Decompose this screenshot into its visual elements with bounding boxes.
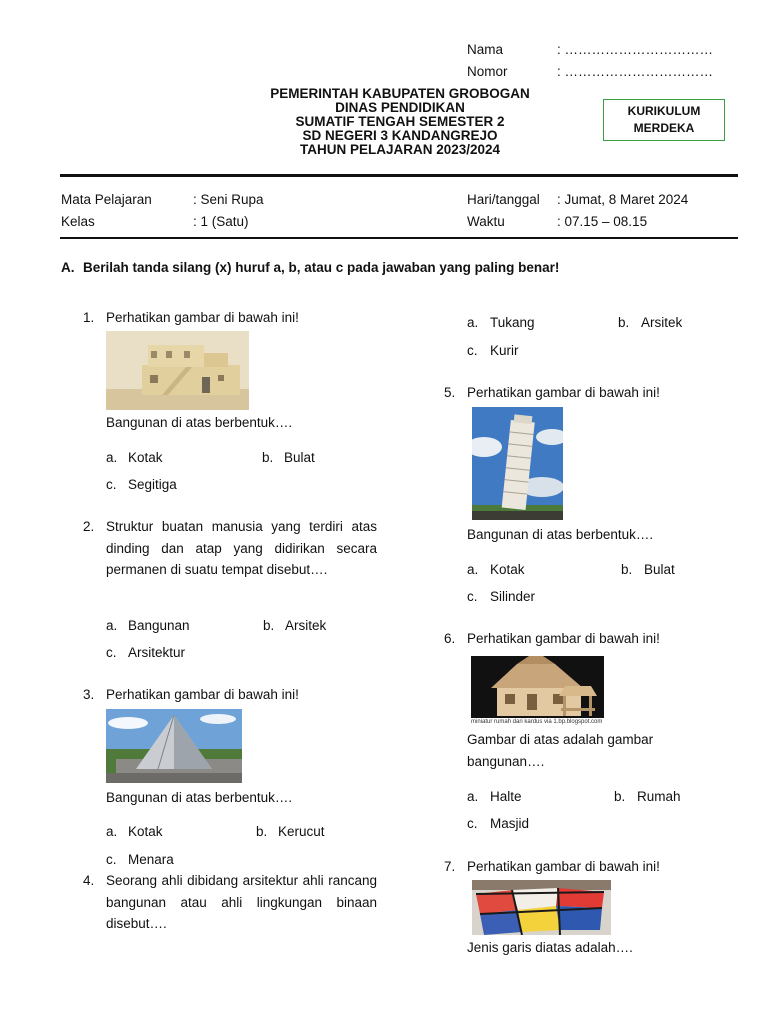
q6-subtext-2: bangunan…. bbox=[467, 754, 545, 769]
q3-b-letter: b. bbox=[256, 824, 268, 839]
q5-leaning-tower-image bbox=[472, 407, 563, 520]
q6-option-c[interactable]: Masjid bbox=[490, 816, 530, 831]
name-field[interactable]: : …………………………… bbox=[557, 42, 714, 57]
section-letter: A. bbox=[61, 260, 75, 275]
q5-option-b[interactable]: Bulat bbox=[644, 562, 675, 577]
header-divider bbox=[60, 174, 738, 177]
q6-number: 6. bbox=[444, 631, 456, 646]
header-line-2: DINAS PENDIDIKAN bbox=[335, 100, 465, 115]
q4-c-letter: c. bbox=[467, 343, 478, 358]
subject-value: : Seni Rupa bbox=[193, 192, 264, 207]
q6-option-b[interactable]: Rumah bbox=[637, 789, 681, 804]
curriculum-badge bbox=[603, 99, 725, 141]
q1-c-letter: c. bbox=[106, 477, 117, 492]
q3-subtext: Bangunan di atas berbentuk…. bbox=[106, 790, 293, 805]
header-line-5: TAHUN PELAJARAN 2023/2024 bbox=[299, 142, 501, 157]
q1-option-a[interactable]: Kotak bbox=[128, 450, 163, 465]
q1-number: 1. bbox=[83, 310, 95, 325]
q3-number: 3. bbox=[83, 687, 95, 702]
q2-option-b[interactable]: Arsitek bbox=[285, 618, 327, 633]
q1-subtext: Bangunan di atas berbentuk…. bbox=[106, 415, 293, 430]
subject-label: Mata Pelajaran bbox=[61, 192, 152, 207]
class-label: Kelas bbox=[61, 214, 95, 229]
q4-option-b[interactable]: Arsitek bbox=[641, 315, 683, 330]
q1-a-letter: a. bbox=[106, 450, 118, 465]
q4-text: Seorang ahli dibidang arsitektur ahli rancang bangunan atau ahli lingkungan binaan disebut…. bbox=[106, 873, 377, 931]
q3-option-a[interactable]: Kotak bbox=[128, 824, 163, 839]
q5-subtext: Bangunan di atas berbentuk…. bbox=[467, 527, 654, 542]
q6-image-caption: miniatur rumah dari kardus via 1.bp.blogspot.com bbox=[471, 719, 603, 725]
q6-c-letter: c. bbox=[467, 816, 478, 831]
q3-pyramid-image bbox=[106, 709, 242, 783]
q2-a-letter: a. bbox=[106, 618, 118, 633]
q3-text: Perhatikan gambar di bawah ini! bbox=[106, 687, 299, 702]
q6-option-a[interactable]: Halte bbox=[490, 789, 522, 804]
q6-house-image bbox=[471, 656, 604, 728]
q2-option-a[interactable]: Bangunan bbox=[128, 618, 190, 633]
badge-line-1: KURIKULUM bbox=[627, 104, 701, 118]
q7-text: Perhatikan gambar di bawah ini! bbox=[467, 859, 660, 874]
q4-a-letter: a. bbox=[467, 315, 479, 330]
q5-number: 5. bbox=[444, 385, 456, 400]
q5-c-letter: c. bbox=[467, 589, 478, 604]
q5-option-a[interactable]: Kotak bbox=[490, 562, 525, 577]
number-label: Nomor bbox=[467, 64, 508, 79]
q4-number: 4. bbox=[83, 873, 95, 888]
header-line-4: SD NEGERI 3 KANDANGREJO bbox=[302, 128, 498, 143]
name-label: Nama bbox=[467, 42, 504, 57]
header-line-1: PEMERINTAH KABUPATEN GROBOGAN bbox=[270, 86, 530, 101]
q3-c-letter: c. bbox=[106, 852, 117, 867]
q1-option-c[interactable]: Segitiga bbox=[128, 477, 177, 492]
q4-option-a[interactable]: Tukang bbox=[490, 315, 535, 330]
q6-subtext-1: Gambar di atas adalah gambar bbox=[467, 732, 654, 747]
badge-line-2: MERDEKA bbox=[633, 121, 695, 135]
q6-a-letter: a. bbox=[467, 789, 479, 804]
q6-b-letter: b. bbox=[614, 789, 626, 804]
time-value: : 07.15 – 08.15 bbox=[557, 214, 648, 229]
section-instruction: Berilah tanda silang (x) huruf a, b, atau c pada jawaban yang paling benar! bbox=[83, 260, 560, 275]
q1-text: Perhatikan gambar di bawah ini! bbox=[106, 310, 299, 325]
class-value: : 1 (Satu) bbox=[193, 214, 249, 229]
q6-text: Perhatikan gambar di bawah ini! bbox=[467, 631, 660, 646]
info-divider bbox=[60, 237, 738, 239]
q7-line-art-image bbox=[472, 880, 611, 935]
q2-option-c[interactable]: Arsitektur bbox=[128, 645, 186, 660]
q2-number: 2. bbox=[83, 519, 95, 534]
q2-c-letter: c. bbox=[106, 645, 117, 660]
q2-text: Struktur buatan manusia yang terdiri atas dinding dan atap yang didirikan secara permanen di suatu tempat disebut…. bbox=[106, 519, 377, 577]
q3-option-b[interactable]: Kerucut bbox=[278, 824, 325, 839]
date-label: Hari/tanggal bbox=[467, 192, 540, 207]
q5-text: Perhatikan gambar di bawah ini! bbox=[467, 385, 660, 400]
exam-header bbox=[200, 87, 600, 157]
q4-option-c[interactable]: Kurir bbox=[490, 343, 519, 358]
header-line-3: SUMATIF TENGAH SEMESTER 2 bbox=[295, 114, 505, 129]
time-label: Waktu bbox=[467, 214, 505, 229]
q3-option-c[interactable]: Menara bbox=[128, 852, 174, 867]
q2-b-letter: b. bbox=[263, 618, 275, 633]
q1-box-building-image bbox=[106, 331, 249, 410]
q7-subtext: Jenis garis diatas adalah…. bbox=[467, 940, 633, 955]
q5-b-letter: b. bbox=[621, 562, 633, 577]
date-value: : Jumat, 8 Maret 2024 bbox=[557, 192, 689, 207]
q5-a-letter: a. bbox=[467, 562, 479, 577]
q7-number: 7. bbox=[444, 859, 456, 874]
q1-b-letter: b. bbox=[262, 450, 274, 465]
q1-option-b[interactable]: Bulat bbox=[284, 450, 315, 465]
q5-option-c[interactable]: Silinder bbox=[490, 589, 536, 604]
q4-b-letter: b. bbox=[618, 315, 630, 330]
number-field[interactable]: : …………………………… bbox=[557, 64, 714, 79]
q3-a-letter: a. bbox=[106, 824, 118, 839]
